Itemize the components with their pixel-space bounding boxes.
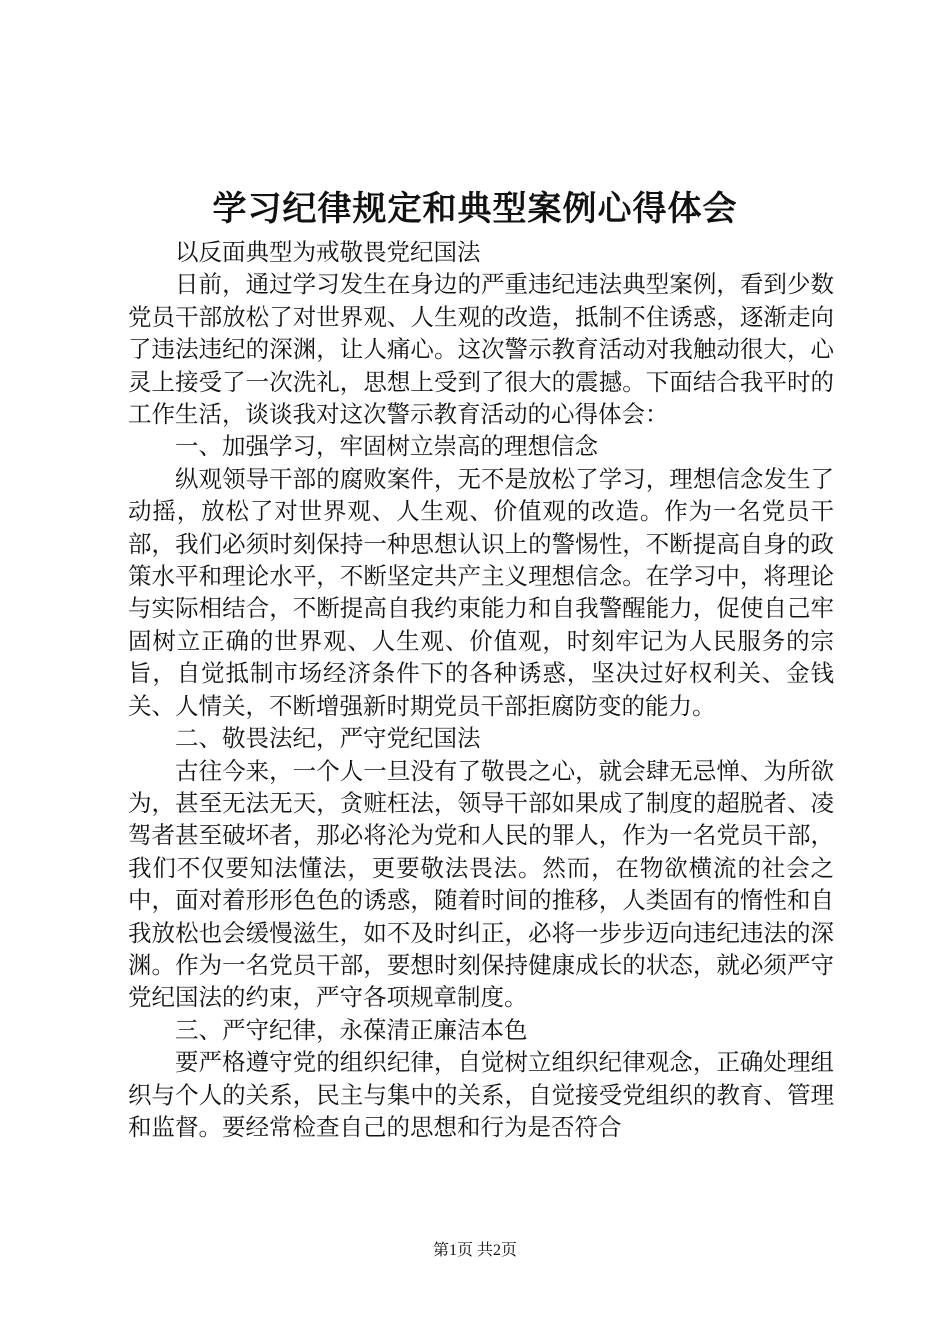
section-heading-1: 一、加强学习，牢固树立崇高的理想信念: [175, 432, 598, 461]
intro-paragraph: 日前，通过学习发生在身边的严重违纪违法典型案例，看到少数党员干部放松了对世界观、人生观的改造，抵制不住诱惑，逐渐走向了违法违纪的深渊，让人痛心。这次警示教育活动对我触动很大，心灵上接受了一次洗礼，思想上受到了很大的震撼。下面结合我平时的工作生活，谈谈我对这次警示教育活动的心得体会：: [128, 270, 834, 429]
subtitle-paragraph: 以反面典型为戒敬畏党纪国法: [175, 238, 481, 266]
section-heading-3: 三、严守纪律，永葆清正廉洁本色: [175, 1015, 528, 1044]
section-paragraph-1: 纵观领导干部的腐败案件，无不是放松了学习，理想信念发生了动摇，放松了对世界观、人生观、价值观的改造。作为一名党员干部，我们必须时刻保持一种思想认识上的警惕性，不断提高自身的政策水平和理论水平，不断坚定共产主义理想信念。在学习中，将理论与实际相结合，不断提高自我约束能力和自我警醒能力，促使自己牢固树立正确的世界观、人生观、价值观，时刻牢记为人民服务的宗旨，自觉抵制市场经济条件下的各种诱惑，坚决过好权利关、金钱关、人情关，不断增强新时期党员干部拒腐防变的能力。: [128, 464, 834, 720]
section-paragraph-2: 古往今来，一个人一旦没有了敬畏之心，就会肆无忌惮、为所欲为，甚至无法无天，贪赃枉法，领导干部如果成了制度的超脱者、凌驾者甚至破坏者，那必将沦为党和人民的罪人，作为一名党员干部，我们不仅要知法懂法，更要敬法畏法。然而，在物欲横流的社会之中，面对着形形色色的诱惑，随着时间的推移，人类固有的惰性和自我放松也会缓慢滋生，如不及时纠正，必将一步步迈向违纪违法的深渊。作为一名党员干部，要想时刻保持健康成长的状态，就必须严守党纪国法的约束，严守各项规章制度。: [128, 756, 834, 1012]
section-heading-2: 二、敬畏法纪，严守党纪国法: [175, 724, 481, 753]
section-paragraph-3: 要严格遵守党的组织纪律，自觉树立组织纪律观念，正确处理组织与个人的关系，民主与集中的关系，自觉接受党组织的教育、管理和监督。要经常检查自己的思想和行为是否符合: [128, 1048, 834, 1141]
document-title: 学习纪律规定和典型案例心得体会: [212, 189, 738, 229]
document-body: [128, 236, 834, 1143]
page-footer: 第1页 共2页: [432, 1242, 517, 1259]
